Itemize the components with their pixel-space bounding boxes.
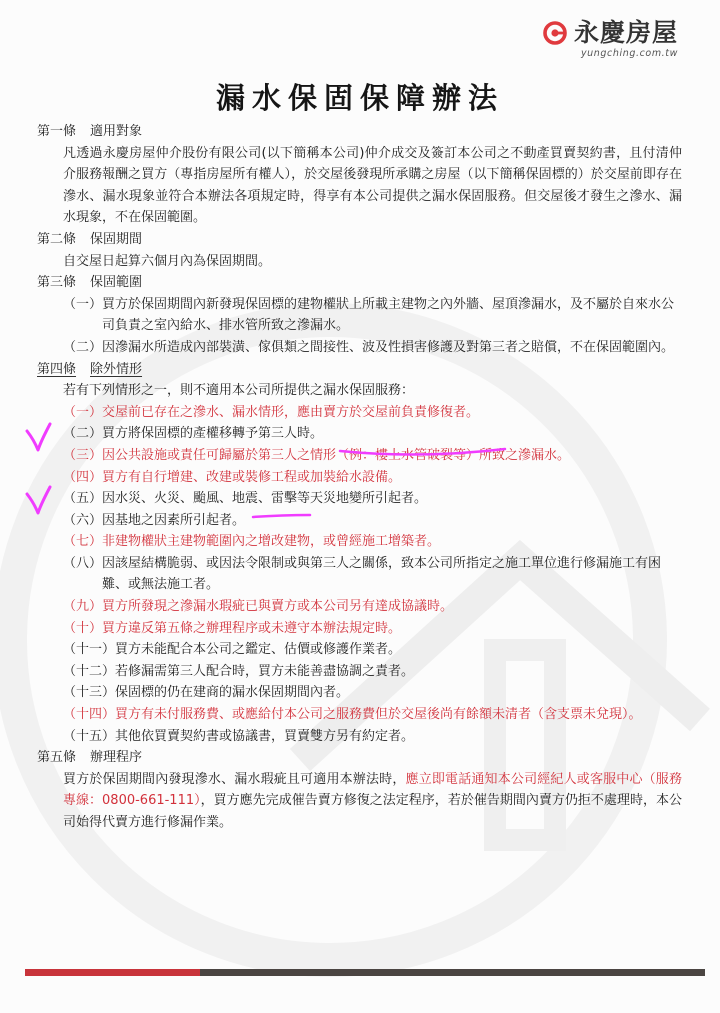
exclusion-item-6: （六） 因基地之因素所引起者。 (63, 512, 246, 528)
footer-bar-accent (25, 969, 200, 976)
customer-service-hotline: 應立即電話通知本公司經紀人或客服中心（服務專線：0800-661-111） (63, 771, 682, 809)
exclusion-item-15: （十五） 其他依買賣契約書或協議書，買賣雙方另有約定者。 (63, 728, 415, 744)
brand-name: 永慶房屋 (573, 18, 678, 47)
section-5-body: 買方於保固期間內發現滲水、漏水瑕疵且可適用本辦法時，應立即電話通知本公司經紀人或客服中心（服務專線：0800-661-111），買方應先完成催告賣方修復之法定程序，若於催告期間內賣方仍拒不處理時，本公司始得代賣方進行修漏作業。 (63, 771, 682, 830)
section-1-heading: 第一條 適用對象 (37, 124, 143, 139)
document-body (37, 121, 682, 834)
footer-bar (25, 969, 705, 976)
exclusion-item-13: （十三） 保固標的仍在建商的漏水保固期間內者。 (63, 685, 350, 701)
section-1-body: 凡透過永慶房屋仲介股份有限公司(以下簡稱本公司)仲介成交及簽訂本公司之不動產買賣契約書，且付清仲介服務報酬之買方（專指房屋所有權人），於交屋後發現所承購之房屋（以下簡稱保固標的）於交屋前即存在滲水、漏水現象並符合本辦法各項規定時，得享有本公司提供之漏水保固服務。但交屋後才發生之滲水、漏水現象，不在保固範圍。 (63, 145, 682, 226)
exclusion-item-7: （七） 非建物權狀主建物範圍內之增改建物，或曾經施工增築者。 (63, 534, 441, 550)
exclusion-item-2: （二） 買方將保固標的產權移轉予第三人時。 (63, 426, 324, 442)
brand-logo (542, 18, 678, 59)
exclusion-item-1: （一） 交屋前已存在之滲水、漏水情形，應由賣方於交屋前負責修復者。 (63, 404, 480, 420)
exclusion-item-12: （十二） 若修漏需第三人配合時，買方未能善盡協調之責者。 (63, 663, 415, 679)
section-4-heading: 第四條 除外情形 (37, 361, 143, 377)
section-3-heading: 第三條 保固範圍 (37, 275, 143, 291)
footer-bar-dark (200, 969, 705, 976)
exclusion-item-9: （九） 買方所發現之滲漏水瑕疵已與賣方或本公司另有達成協議時。 (63, 599, 454, 615)
exclusion-item-11: （十一） 買方未能配合本公司之鑑定、估價或修護作業者。 (63, 642, 402, 658)
brand-url: yungching.com.tw (580, 48, 678, 59)
section-3-item: （一） 買方於保固期間內新發現保固標的建物權狀上所載主建物之內外牆、屋頂滲漏水，及不屬於自來水公司負責之室內給水、排水管所致之滲漏水。 (63, 296, 675, 334)
page-title: 漏水保固保障辦法 (215, 81, 504, 115)
exclusion-item-4: （四） 買方有自行增建、改建或裝修工程或加裝給水設備。 (63, 469, 402, 485)
exclusion-item-3: （三） 因公共設施或責任可歸屬於第三人之情形（例：樓上水管破裂等）所致之滲漏水。 (63, 447, 571, 463)
exclusion-item-8: （八） 因該屋結構脆弱、或因法令限制或與第三人之關係，致本公司所指定之施工單位進行修漏施工有困難、或無法施工者。 (63, 555, 662, 593)
brand-logo-icon (542, 20, 568, 46)
section-4-intro: 若有下列情形之一，則不適用本公司所提供之漏水保固服務： (63, 383, 415, 399)
section-2-body: 自交屋日起算六個月內為保固期間。 (63, 253, 272, 269)
exclusion-item-14: （十四） 買方有未付服務費、或應給付本公司之服務費但於交屋後尚有餘額未清者（含支票未兌現）。 (63, 707, 642, 723)
section-5-heading: 第五條 辦理程序 (37, 750, 143, 766)
exclusion-item-5: （五） 因水災、火災、颱風、地震、雷擊等天災地變所引起者。 (63, 491, 428, 507)
section-2-heading: 第二條 保固期間 (37, 231, 143, 247)
exclusion-item-10: （十） 買方違反第五條之辦理程序或未遵守本辦法規定時。 (63, 620, 402, 636)
section-3-item: （二） 因滲漏水所造成內部裝潢、傢俱類之間接性、波及性損害修護及對第三者之賠償，不在保固範圍內。 (63, 339, 675, 355)
